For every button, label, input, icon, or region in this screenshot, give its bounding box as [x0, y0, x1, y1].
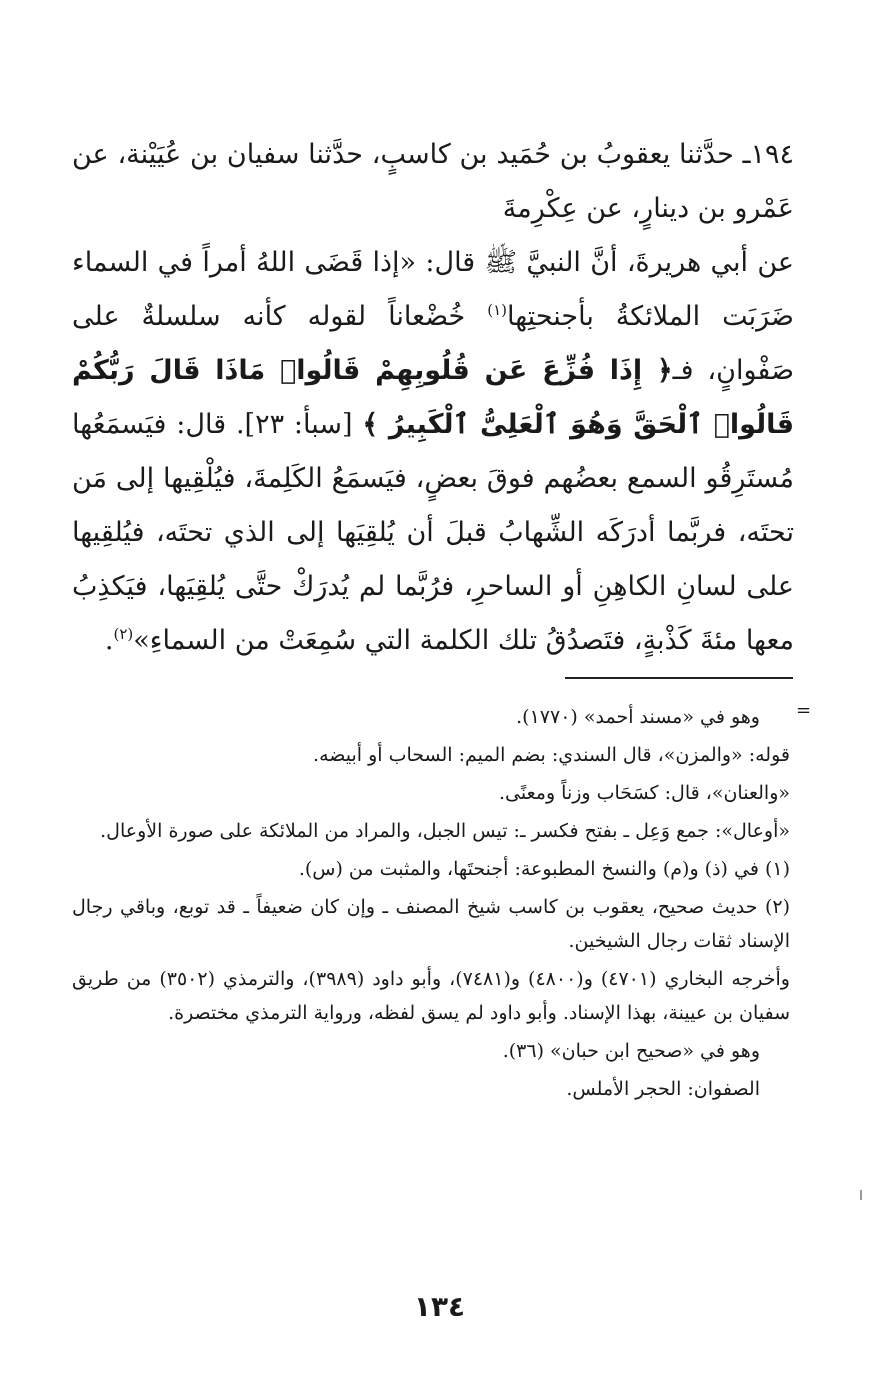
matn-part-1: عن أبي هريرةَ، أنَّ النبيَّ ﷺ قال: «إذا قَضَى اللهُ أمراً في السماء ضَرَبَت الملائكةُ بأجنحتِها [72, 247, 794, 332]
footnote-1: (١) في (ذ) و(م) والنسخ المطبوعة: أجنحتَها، والمثبت من (س). [298, 858, 790, 880]
edge-mark [860, 1190, 866, 1200]
isnad-text: ١٩٤ـ حدَّثنا يعقوبُ بن حُمَيد بن كاسبٍ، حدَّثنا سفيان بن عُيَيْنة، عن عَمْرو بن دينارٍ، عن عِكْرِمةَ [72, 139, 794, 224]
footnote-line: وأخرجه البخاري (٤٧٠١) و(٤٨٠٠) و(٧٤٨١)، وأبو داود (٣٩٨٩)، والترمذي (٣٥٠٢) من طريق سفيان بن عيينة، بهذا الإسناد. وأبو داود لم يسق لفظه، ورواية الترمذي مختصرة. [72, 968, 790, 1024]
quran-citation: [سبأ: ٢٣]. [226, 409, 363, 440]
footnote-line: الصفوان: الحجر الأملس. [566, 1078, 760, 1100]
footnote-continuation-mark: = [796, 700, 812, 721]
matn-part-3: قال: فيَسمَعُها مُستَرِقُو السمع بعضُهم فوقَ بعضٍ، فيَسمَعُ الكَلِمةَ، فيُلْقِيها إلى مَن تحتَه، فربَّما أدرَكَه الشِّهابُ قبلَ أن يُلقِيَها إلى الذي تحتَه، فيُلقِيها على لسانِ الكاهِنِ أو الساحرِ، فرُبَّما لم يُدرَكْ حتَّى يُلقِيَها، فيَكذِبُ معها مئةَ كَذْبةٍ، فتَصدُقُ تلك الكلمة التي سُمِعَتْ من السماءِ» [72, 409, 794, 656]
footnote-line: وهو في «مسند أحمد» (١٧٧٠). [516, 706, 760, 728]
quran-verse: ﴿ إِذَا فُزِّعَ عَن قُلُوبِهِمْ قَالُوا۟ مَاذَا قَالَ رَبُّكُمْ قَالُوا۟ ٱلْحَقَّ وَهُوَ ٱلْعَلِىُّ ٱلْكَبِيرُ ﴾ [72, 355, 794, 440]
page-number: ١٣٤ [413, 1290, 466, 1323]
footnote-line: «والعنان»، قال: كسَحَاب وزناً ومعنًى. [499, 782, 790, 804]
footnote-2: (٢) حديث صحيح، يعقوب بن كاسب شيخ المصنف ـ وإن كان ضعيفاً ـ قد توبع، وباقي رجال الإسناد ثقات رجال الشيخين. [72, 896, 790, 952]
matn-paragraph [72, 236, 794, 668]
matn-part-2: خُضْعاناً لقوله كأنه سلسلةٌ على صَفْوانٍ، فـ [72, 301, 794, 386]
footnote-line: «أوعال»: جمع وَعِل ـ بفتح فكسر ـ: تيس الجبل، والمراد من الملائكة على صورة الأوعال. [100, 820, 790, 842]
footnote-ref-1: (١) [487, 301, 507, 319]
matn-end: . [104, 625, 114, 656]
hadith-isnad [72, 128, 794, 236]
footnotes [72, 700, 790, 1110]
footnote-ref-2: (٢) [113, 625, 134, 643]
hadith-matn [72, 236, 794, 668]
footnote-line: قوله: «والمزن»، قال السندي: بضم الميم: السحاب أو أبيضه. [313, 744, 790, 766]
footnote-separator [565, 677, 793, 679]
footnote-line: وهو في «صحيح ابن حبان» (٣٦). [502, 1040, 760, 1062]
